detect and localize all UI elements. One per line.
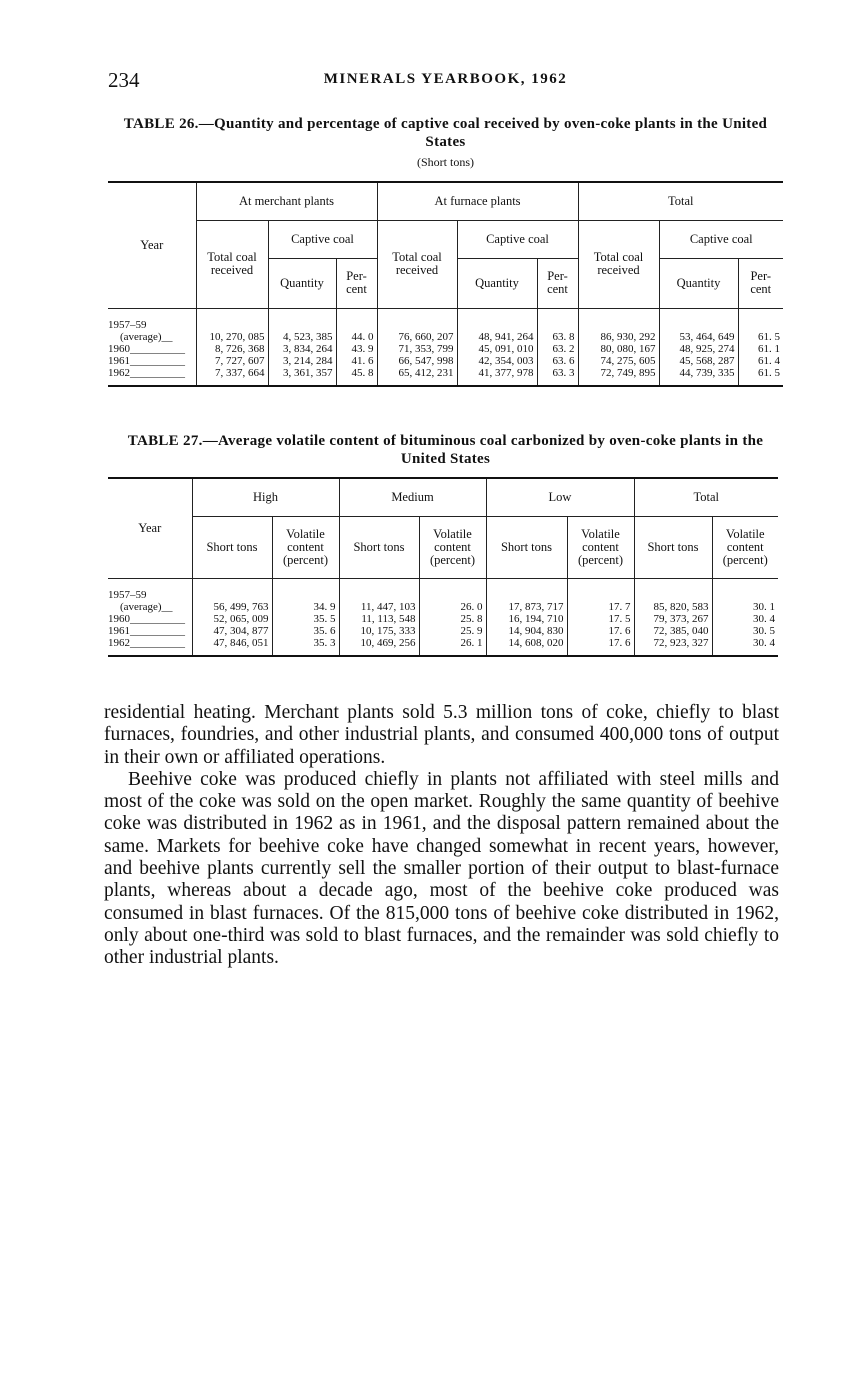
group-header: High [192,478,339,516]
data-cell: 63. 8 [537,331,578,343]
data-cell: 17, 873, 717 [486,601,567,613]
data-cell: 30. 4 [712,613,778,625]
year-cell: (average)__ [120,330,173,343]
data-cell: 43. 9 [336,343,377,355]
data-cell: 71, 353, 799 [377,343,457,355]
data-cell: 72, 385, 040 [634,625,712,637]
table-row [108,589,778,601]
year-cell: 1960__________ [108,612,185,625]
table-row [108,343,783,355]
table-27 [108,477,778,657]
quantity-header: Quantity [457,258,537,308]
table-26 [108,181,783,387]
year-cell: 1957–59 [108,588,147,601]
data-cell: 47, 304, 877 [192,625,272,637]
volatile-header: Volatile content (percent) [419,516,486,578]
data-cell: 16, 194, 710 [486,613,567,625]
data-cell: 65, 412, 231 [377,367,457,386]
year-cell: 1962__________ [108,367,196,386]
data-cell: 48, 941, 264 [457,331,537,343]
data-cell: 26. 0 [419,601,486,613]
table-row [108,625,778,637]
data-cell: 34. 9 [272,601,339,613]
data-cell: 14, 608, 020 [486,637,567,656]
group-header: At merchant plants [196,182,377,220]
table-row [108,601,778,613]
data-cell: 72, 749, 895 [578,367,659,386]
captive-header: Captive coal [268,220,377,258]
group-header: Total [634,478,778,516]
data-cell: 63. 6 [537,355,578,367]
data-cell: 63. 3 [537,367,578,386]
data-cell: 30. 4 [712,637,778,656]
total-received-header: Total coal received [578,220,659,308]
data-cell: 30. 5 [712,625,778,637]
data-cell: 45, 091, 010 [457,343,537,355]
data-cell: 17. 6 [567,625,634,637]
data-cell: 11, 113, 548 [339,613,419,625]
data-cell: 74, 275, 605 [578,355,659,367]
data-cell: 45, 568, 287 [659,355,738,367]
data-cell: 10, 469, 256 [339,637,419,656]
data-cell: 48, 925, 274 [659,343,738,355]
captive-header: Captive coal [659,220,783,258]
data-cell: 35. 5 [272,613,339,625]
data-cell: 8, 726, 368 [196,343,268,355]
data-cell: 42, 354, 003 [457,355,537,367]
data-cell: 7, 337, 664 [196,367,268,386]
paragraph: Beehive coke was produced chiefly in plants not affiliated with steel mills and most of the coke was sold on the open market. Roughly the same quantity of beehive coke was distributed in 1962 as in 1961, and the disposal pattern remained about the same. Markets for beehive coke have changed somewhat in recent years, however, and beehive plants currently sell the smaller portion of their output to blast-furnace plants, whereas about a decade ago, most of the beehive coke produced was consumed in blast furnaces. Of the 815,000 tons of beehive coke distributed in 1962, only about one-third was sold to blast furnaces, and the remainder was sold chiefly to other industrial plants. [104,768,779,969]
data-cell: 17. 7 [567,601,634,613]
data-cell: 3, 214, 284 [268,355,336,367]
table26-title: TABLE 26.—Quantity and percentage of captive coal received by oven-coke plants in the United States [123,116,768,150]
percent-header: Per-cent [336,258,377,308]
data-cell: 63. 2 [537,343,578,355]
volatile-header: Volatile content (percent) [712,516,778,578]
data-cell: 7, 727, 607 [196,355,268,367]
percent-header: Per-cent [537,258,578,308]
paragraph: residential heating. Merchant plants sold 5.3 million tons of coke, chiefly to blast furnaces, foundries, and other industrial plants, and consumed 400,000 tons of output in their own or affiliated operations. [104,702,779,768]
year-cell: 1960__________ [108,342,185,355]
data-cell: 3, 361, 357 [268,367,336,386]
data-cell: 53, 464, 649 [659,331,738,343]
running-title: MINERALS YEARBOOK, 1962 [323,71,568,87]
page-header [108,68,783,94]
table-row [108,367,783,386]
table26-units: (Short tons) [417,155,474,169]
group-header: Low [486,478,634,516]
short-tons-header: Short tons [634,516,712,578]
data-cell: 61. 5 [738,367,783,386]
short-tons-header: Short tons [192,516,272,578]
page-number: 234 [108,68,140,92]
data-cell: 79, 373, 267 [634,613,712,625]
short-tons-header: Short tons [486,516,567,578]
data-cell: 17. 6 [567,637,634,656]
table-row [108,355,783,367]
data-cell: 30. 1 [712,601,778,613]
year-header: Year [108,478,192,578]
data-cell: 44, 739, 335 [659,367,738,386]
data-cell: 35. 6 [272,625,339,637]
data-cell: 61. 4 [738,355,783,367]
data-cell: 4, 523, 385 [268,331,336,343]
table27-title: TABLE 27.—Average volatile content of bituminous coal carbonized by oven-coke plants in the United States [127,433,764,467]
data-cell: 35. 3 [272,637,339,656]
data-cell: 45. 8 [336,367,377,386]
data-cell: 61. 5 [738,331,783,343]
data-cell: 44. 0 [336,331,377,343]
year-cell: 1961__________ [108,624,185,637]
body-text [104,702,779,970]
total-received-header: Total coal received [196,220,268,308]
group-header: Medium [339,478,486,516]
data-cell: 17. 5 [567,613,634,625]
table-row [108,613,778,625]
data-cell: 72, 923, 327 [634,637,712,656]
data-cell: 3, 834, 264 [268,343,336,355]
data-cell: 56, 499, 763 [192,601,272,613]
data-cell: 61. 1 [738,343,783,355]
short-tons-header: Short tons [339,516,419,578]
data-cell: 26. 1 [419,637,486,656]
captive-header: Captive coal [457,220,578,258]
year-cell: 1957–59 [108,318,147,331]
table27-caption [108,432,783,468]
data-cell: 10, 175, 333 [339,625,419,637]
volatile-header: Volatile content (percent) [272,516,339,578]
data-cell: 66, 547, 998 [377,355,457,367]
table-row [108,331,783,343]
data-cell: 10, 270, 085 [196,331,268,343]
year-cell: 1962__________ [108,637,192,656]
data-cell: 76, 660, 207 [377,331,457,343]
total-received-header: Total coal received [377,220,457,308]
table-row [108,637,778,656]
data-cell: 52, 065, 009 [192,613,272,625]
group-header: At furnace plants [377,182,578,220]
data-cell: 25. 8 [419,613,486,625]
data-cell: 86, 930, 292 [578,331,659,343]
percent-header: Per-cent [738,258,783,308]
volatile-header: Volatile content (percent) [567,516,634,578]
data-cell: 47, 846, 051 [192,637,272,656]
table-row [108,319,783,331]
data-cell: 14, 904, 830 [486,625,567,637]
data-cell: 11, 447, 103 [339,601,419,613]
data-cell: 85, 820, 583 [634,601,712,613]
table26-caption [108,115,783,151]
year-cell: (average)__ [120,600,173,613]
data-cell: 25. 9 [419,625,486,637]
data-cell: 41. 6 [336,355,377,367]
quantity-header: Quantity [659,258,738,308]
year-header: Year [108,182,196,308]
quantity-header: Quantity [268,258,336,308]
data-cell: 80, 080, 167 [578,343,659,355]
group-header: Total [578,182,783,220]
data-cell: 41, 377, 978 [457,367,537,386]
year-cell: 1961__________ [108,354,185,367]
